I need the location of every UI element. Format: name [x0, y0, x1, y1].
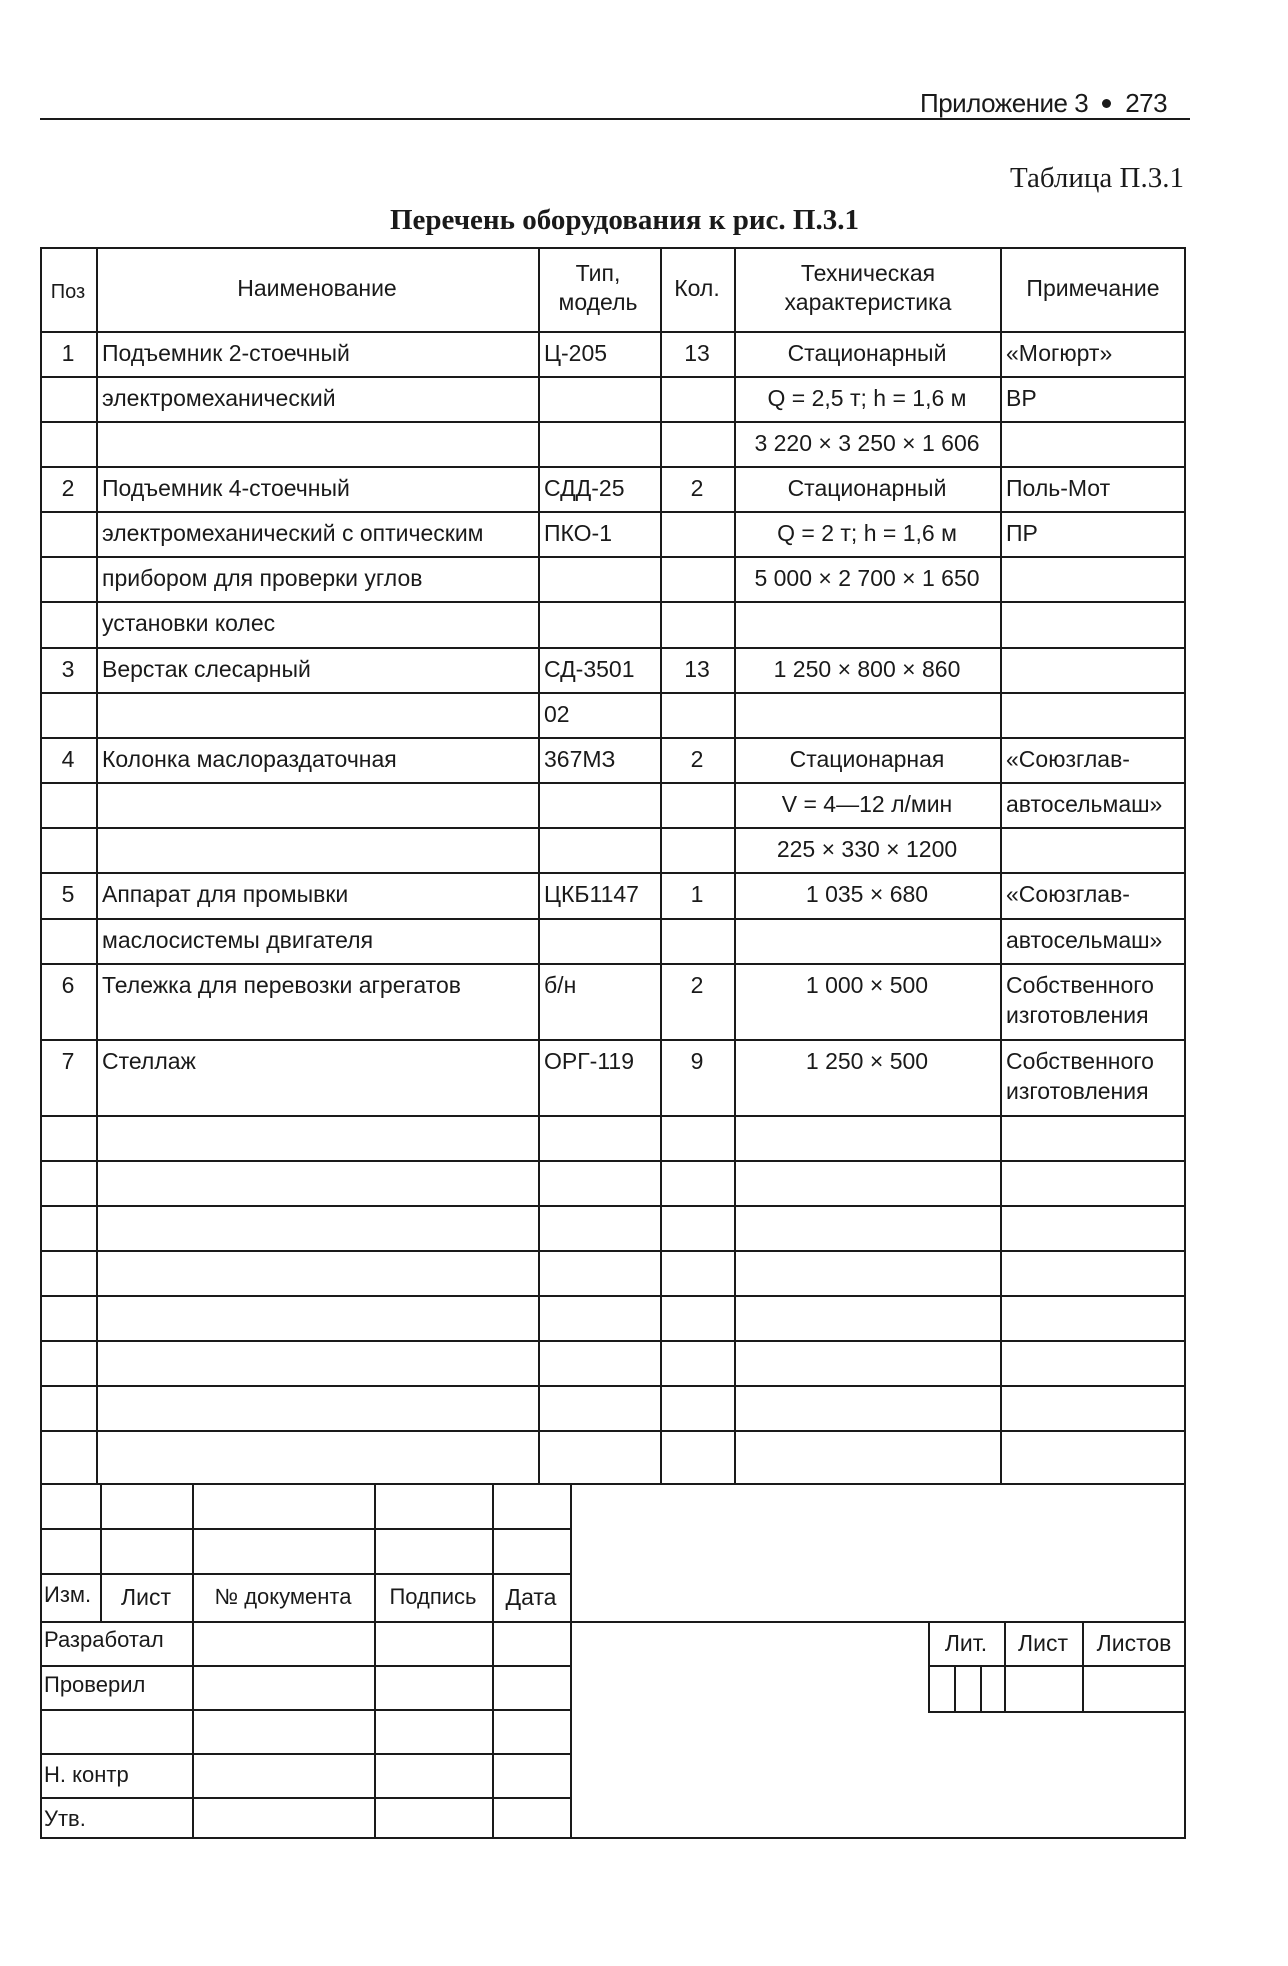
- grid-line: [1000, 249, 1002, 1483]
- cell-name: маслосистемы двигателя: [102, 927, 374, 953]
- stamp-grid-line: [374, 1483, 376, 1839]
- stamp-grid-line: [192, 1483, 194, 1839]
- cell-pos: 4: [61, 746, 75, 772]
- stamp-line: [40, 1573, 570, 1575]
- row-rule: [40, 1115, 1186, 1117]
- stamp-sheet: Лист: [1018, 1630, 1068, 1656]
- cell-spec: 5 000 × 2 700 × 1 650: [754, 565, 980, 591]
- table-title: Перечень оборудования к рис. П.3.1: [390, 204, 859, 236]
- stamp-developed: Разработал: [44, 1627, 164, 1652]
- col-header-type: Тип, модель: [558, 260, 638, 315]
- cell-name: Подъемник 2-стоечный: [102, 340, 350, 366]
- cell-spec: Стационарный: [787, 475, 947, 501]
- cell-type: 02: [544, 701, 570, 727]
- cell-note: автосельмаш»: [1006, 927, 1163, 953]
- running-header: [920, 88, 1167, 119]
- row-rule: [40, 827, 1186, 829]
- page-number: 273: [1125, 88, 1168, 118]
- cell-qty: 9: [690, 1048, 704, 1074]
- table-label: Таблица П.3.1: [1010, 162, 1184, 194]
- cell-spec: Стационарная: [789, 746, 945, 772]
- cell-name: Тележка для перевозки агрегатов: [102, 972, 461, 998]
- cell-name: Верстак слесарный: [102, 656, 311, 682]
- cell-note: ПР: [1006, 520, 1038, 546]
- grid-line: [660, 249, 662, 1483]
- cell-note2: изготовления: [1006, 1002, 1149, 1028]
- stamp-approved: Утв.: [44, 1806, 86, 1831]
- stamp-doc-no: № документа: [214, 1584, 352, 1609]
- cell-spec: V = 4—12 л/мин: [781, 791, 953, 817]
- stamp-line: [40, 1797, 570, 1799]
- row-rule: [40, 1160, 1186, 1162]
- cell-spec: 1 035 × 680: [805, 881, 929, 907]
- stamp-grid-line: [570, 1483, 572, 1839]
- cell-qty: 1: [690, 881, 704, 907]
- stamp-line: [40, 1709, 570, 1711]
- stamp-line: [40, 1621, 1186, 1623]
- cell-spec: 1 250 × 800 × 860: [773, 656, 961, 682]
- grid-line: [96, 249, 98, 1483]
- cell-qty: 2: [690, 475, 704, 501]
- cell-type: СДД-25: [544, 475, 625, 501]
- cell-qty: 2: [690, 972, 704, 998]
- row-rule: [40, 376, 1186, 378]
- cell-note: «Могюрт»: [1006, 340, 1113, 366]
- cell-spec: Q = 2 т; h = 1,6 м: [777, 520, 957, 546]
- row-rule: [40, 647, 1186, 649]
- stamp-grid-line: [980, 1665, 982, 1713]
- row-rule: [40, 782, 1186, 784]
- stamp-line: [40, 1528, 570, 1530]
- stamp-izm: Изм.: [44, 1582, 92, 1607]
- cell-spec: 1 000 × 500: [805, 972, 929, 998]
- cell-spec: Q = 2,5 т; h = 1,6 м: [767, 385, 967, 411]
- cell-qty: 13: [684, 656, 710, 682]
- row-rule: [40, 692, 1186, 694]
- cell-name: установки колес: [102, 610, 276, 636]
- cell-spec: Стационарный: [787, 340, 947, 366]
- row-rule: [40, 511, 1186, 513]
- col-header-spec: Техническая характеристика: [784, 260, 952, 315]
- cell-pos: 5: [61, 881, 75, 907]
- stamp-norm-control: Н. контр: [44, 1762, 129, 1787]
- row-rule: [40, 1039, 1186, 1041]
- cell-name: прибором для проверки углов: [102, 565, 423, 591]
- grid-line: [538, 249, 540, 1483]
- cell-type: Ц-205: [544, 340, 608, 366]
- cell-qty: 13: [684, 340, 710, 366]
- row-rule: [40, 601, 1186, 603]
- cell-type: ОРГ-119: [544, 1048, 635, 1074]
- cell-note: «Союзглав-: [1006, 881, 1130, 907]
- cell-name: Колонка маслораздаточная: [102, 746, 397, 772]
- cell-type: ЦКБ1147: [544, 881, 639, 907]
- cell-note2: изготовления: [1006, 1078, 1149, 1104]
- cell-type: ПКО-1: [544, 520, 613, 546]
- cell-spec: 3 220 × 3 250 × 1 606: [754, 430, 980, 456]
- cell-qty: 2: [690, 746, 704, 772]
- cell-note: автосельмаш»: [1006, 791, 1163, 817]
- cell-name: электромеханический: [102, 385, 336, 411]
- row-rule: [40, 466, 1186, 468]
- cell-spec: 1 250 × 500: [805, 1048, 929, 1074]
- cell-note: ВР: [1006, 385, 1037, 411]
- section-label: Приложение 3: [920, 88, 1089, 118]
- cell-spec: 225 × 330 × 1200: [776, 836, 958, 862]
- stamp-grid-line: [492, 1483, 494, 1839]
- stamp-grid-line: [954, 1665, 956, 1713]
- col-header-pos: Поз: [50, 281, 86, 303]
- cell-note: Поль-Мот: [1006, 475, 1111, 501]
- stamp-top-line: [40, 1483, 1186, 1485]
- cell-name: Подъемник 4-стоечный: [102, 475, 350, 501]
- stamp-sheets: Листов: [1096, 1630, 1172, 1656]
- stamp-date: Дата: [505, 1584, 557, 1610]
- bullet-icon: [1102, 99, 1111, 108]
- col-header-name: Наименование: [237, 275, 397, 301]
- row-rule: [40, 963, 1186, 965]
- header-rule: [40, 118, 1190, 120]
- cell-note: Собственного: [1006, 972, 1154, 998]
- col-header-note: Примечание: [1026, 275, 1160, 301]
- cell-note: «Союзглав-: [1006, 746, 1130, 772]
- cell-pos: 7: [61, 1048, 75, 1074]
- cell-name: электромеханический с оптическим: [102, 520, 484, 546]
- row-rule: [40, 737, 1186, 739]
- cell-pos: 3: [61, 656, 75, 682]
- cell-type: 367МЗ: [544, 746, 616, 772]
- cell-pos: 1: [61, 340, 75, 366]
- row-rule: [40, 1295, 1186, 1297]
- row-rule: [40, 918, 1186, 920]
- row-rule: [40, 1430, 1186, 1432]
- row-rule: [40, 421, 1186, 423]
- stamp-lit: Лит.: [944, 1630, 988, 1656]
- cell-note: Собственного: [1006, 1048, 1154, 1074]
- row-rule: [40, 556, 1186, 558]
- cell-type: б/н: [544, 972, 577, 998]
- stamp-line: [928, 1711, 1186, 1713]
- cell-type: СД-3501: [544, 656, 635, 682]
- col-header-qty: Кол.: [674, 275, 720, 301]
- stamp-line: [40, 1665, 570, 1667]
- stamp-list: Лист: [121, 1584, 171, 1610]
- cell-pos: 6: [61, 972, 75, 998]
- stamp-checked: Проверил: [44, 1672, 146, 1697]
- row-rule: [40, 872, 1186, 874]
- row-rule: [40, 1385, 1186, 1387]
- stamp-line: [40, 1753, 570, 1755]
- cell-name: Стеллаж: [102, 1048, 196, 1074]
- stamp-signature: Подпись: [389, 1584, 477, 1609]
- row-rule: [40, 1250, 1186, 1252]
- cell-pos: 2: [61, 475, 75, 501]
- row-rule: [40, 1340, 1186, 1342]
- stamp-line: [928, 1665, 1186, 1667]
- row-rule: [40, 1205, 1186, 1207]
- header-rule-line: [40, 331, 1186, 333]
- cell-name: Аппарат для промывки: [102, 881, 349, 907]
